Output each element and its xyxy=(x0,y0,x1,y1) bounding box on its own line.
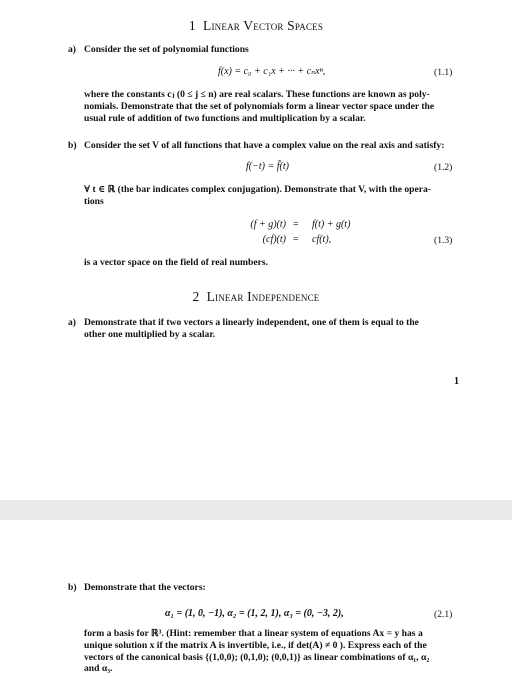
text-line: other one multiplied by a scalar. xyxy=(84,328,216,340)
section-number: 1 xyxy=(188,18,196,33)
page-number: 1 xyxy=(454,376,459,387)
text-line: form a basis for ℝ³. (Hint: remember that a linear system of equations Ax = y has a xyxy=(84,628,423,639)
op-lhs: (f + g)(t) xyxy=(250,219,286,230)
equation-number: (1.1) xyxy=(434,67,453,78)
text-line: vectors of the canonical basis {(1,0,0); (0,1,0); (0,0,1)} as linear combinations of α₁, α₂ xyxy=(84,651,430,663)
item-label: a) xyxy=(68,317,76,328)
paragraph xyxy=(84,317,460,341)
text-line: tions xyxy=(84,195,104,207)
op-lhs: (cf)(t) xyxy=(262,234,286,245)
section-title: Linear Independence xyxy=(206,289,320,304)
text-line: usual rule of addition of two functions and multiplication by a scalar. xyxy=(84,112,366,124)
item-intro: Consider the set of polynomial functions xyxy=(84,44,249,55)
text-line: unique solution x if the matrix A is invertible, i.e., if det(A) ≠ 0 ). Express each of the xyxy=(84,639,427,651)
text-line: ∀ t ∈ ℝ (the bar indicates complex conjugation). Demonstrate that V, with the opera- xyxy=(84,184,432,195)
text-line: nomials. Demonstrate that the set of polynomials form a linear vector space under the xyxy=(84,100,435,112)
op-rhs: cf(t), xyxy=(312,234,332,245)
item-label: a) xyxy=(68,44,76,55)
text-line: where the constants cⱼ (0 ≤ j ≤ n) are real scalars. These functions are known as poly- xyxy=(84,89,430,100)
paragraph xyxy=(84,184,460,208)
section-title: Linear Vector Spaces xyxy=(203,18,324,33)
equation-number: (1.2) xyxy=(434,162,453,173)
paragraph xyxy=(84,628,460,675)
item-intro: Consider the set V of all functions that have a complex value on the real axis and satisfy: xyxy=(84,140,445,151)
item-intro: Demonstrate that the vectors: xyxy=(84,582,206,593)
op-equals: = xyxy=(293,219,299,230)
page-2 xyxy=(0,520,512,700)
op-rhs: f(t) + g(t) xyxy=(312,219,351,230)
section-1-heading xyxy=(0,18,512,34)
equation: α₁ = (1, 0, −1), α₂ = (1, 2, 1), α₃ = (0, −3, 2), xyxy=(165,608,344,619)
equation: f(x) = c₀ + c₁x + ··· + cₙxⁿ, xyxy=(218,66,326,77)
text-line: and α₃. xyxy=(84,663,113,675)
op-equals: = xyxy=(293,234,299,245)
item-label: b) xyxy=(68,582,77,593)
item-label: b) xyxy=(68,140,77,151)
paragraph xyxy=(84,89,460,124)
closing-text: is a vector space on the field of real numbers. xyxy=(84,257,269,268)
equation-number: (1.3) xyxy=(434,235,453,246)
equation-number: (2.1) xyxy=(434,609,453,620)
section-2-heading xyxy=(0,289,512,305)
equation: f(−t) = f̄(t) xyxy=(246,161,289,172)
text-line: Demonstrate that if two vectors a linearly independent, one of them is equal to the xyxy=(84,317,419,328)
section-number: 2 xyxy=(192,289,200,304)
